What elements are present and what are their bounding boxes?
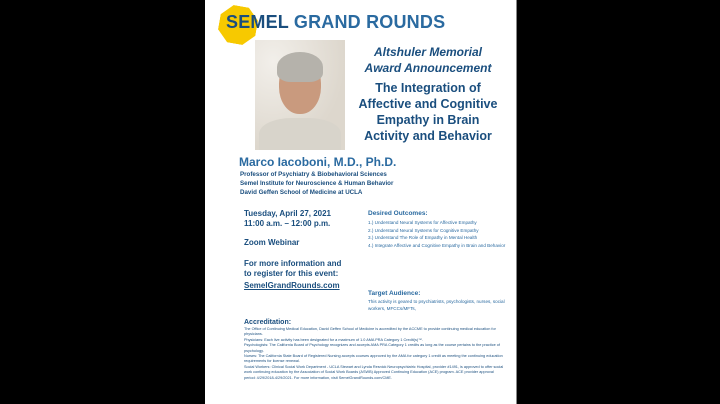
speaker-name: Marco Iacoboni, M.D., Ph.D. [239, 155, 397, 169]
event-datetime [244, 209, 331, 229]
brand-title-rest: GRAND ROUNDS [288, 12, 446, 32]
talk-title: The Integration of Affective and Cognitive Empathy in Brain Activity and Behavior [358, 81, 498, 143]
brand-title-first: SEMEL [226, 12, 289, 32]
accreditation-paragraph: Nurses: The California State Board of Registered Nursing accepts courses approved by the AMA for category 1 credit as meeting the continuing education requirements for license renewal. [244, 354, 503, 364]
outcomes-heading: Desired Outcomes: [368, 210, 428, 217]
event-time: 11:00 a.m. – 12:00 p.m. [244, 219, 331, 228]
award-announcement: Altshuler Memorial Award Announcement [364, 45, 492, 75]
outcome-item: 3.) Understand The Role of Empathy in Mental Health [368, 235, 478, 240]
target-audience [368, 290, 508, 312]
outcome-item: 4.) Integrate Affective and Cognitive Empathy in Brain and Behavior [368, 242, 506, 248]
accreditation-paragraph: The Office of Continuing Medical Education, David Geffen School of Medicine is accredited by the ACCME to provide continuing medical education for physicians. [244, 327, 496, 337]
outcome-item: 2.) Understand Neural Systems for Cognitive Empathy [368, 227, 479, 233]
event-format: Zoom Webinar [244, 238, 300, 247]
speaker-affiliations: Professor of Psychiatry & Biobehavioral Sciences Semel Institute for Neuroscience & Human Behavior David Geffen School of Medicine at UCLA [240, 171, 394, 196]
speaker-photo [255, 40, 345, 150]
accreditation-heading: Accreditation: [244, 319, 292, 326]
desired-outcomes [368, 210, 508, 249]
audience-text: This activity is geared to psychiatrists, psychologists, nurses, social workers, MFCCs/MFTs, [368, 299, 505, 311]
accreditation-paragraph: Physicians: Each live activity has been designated for a maximum of 1.0 AMA PRA Category 1 Credit(s)™. [244, 337, 423, 342]
accreditation [244, 319, 506, 381]
event-date: Tuesday, April 27, 2021 [244, 209, 332, 218]
brand-title [226, 12, 445, 33]
accreditation-paragraph: Psychologists: The California Board of Psychology recognizes and accepts AMA PRA Category 1 credits as long as the course pertains to the practice of psychology. [244, 343, 500, 353]
outcome-item: 1.) Understand Neural Systems for Affective Empathy [368, 220, 477, 225]
website-link[interactable]: SemelGrandRounds.com [244, 281, 340, 290]
audience-heading: Target Audience: [368, 290, 421, 297]
flyer-page [205, 0, 517, 404]
more-info-text: For more information and to register for this event: [244, 259, 342, 278]
accreditation-paragraph: Social Workers: Clinical Social Work Department - UCLA Stewart and Lynda Resnick Neuropsychiatric Hospital, provider #1491, is approved to offer social work continuing education by the Association of Social Work Boards (ASWB) Approved Continuing Education (ACE) program. ACE provider approval period: 4/29/2018-4/29/2021. For more information, visit SemelGrandRounds.com/CME. [244, 364, 504, 380]
